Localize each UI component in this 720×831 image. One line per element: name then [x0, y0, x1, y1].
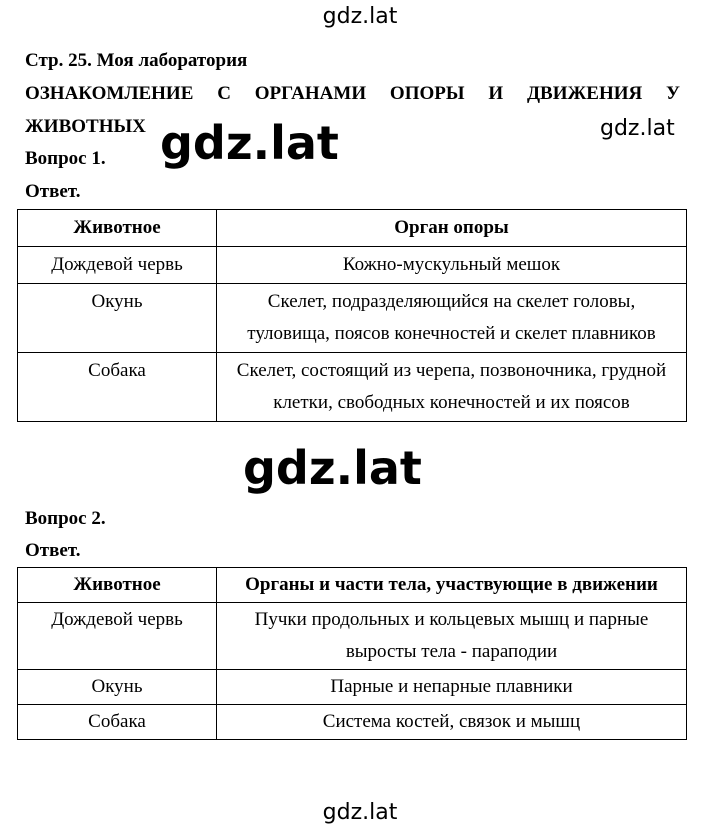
table-row	[18, 353, 687, 422]
watermark-top: gdz.lat	[322, 4, 398, 29]
table-row	[18, 284, 687, 353]
cell-animal: Собака	[18, 353, 217, 422]
column-header-movement-organs: Органы и части тела, участвующие в движении	[217, 568, 687, 603]
cell-organ: Система костей, связок и мышц	[217, 705, 687, 740]
cell-organ: Кожно-мускульный мешок	[217, 247, 687, 284]
cell-animal: Дождевой червь	[18, 603, 217, 670]
column-header-support-organ: Орган опоры	[217, 210, 687, 247]
answer-2-label: Ответ.	[25, 540, 81, 561]
page-heading: Стр. 25. Моя лаборатория	[25, 50, 248, 71]
table-row	[18, 705, 687, 740]
lab-title-line-2: ЖИВОТНЫХ	[25, 116, 146, 137]
cell-animal: Собака	[18, 705, 217, 740]
question-1-label: Вопрос 1.	[25, 148, 106, 169]
table-row	[18, 603, 687, 670]
cell-animal: Дождевой червь	[18, 247, 217, 284]
column-header-animal: Животное	[18, 210, 217, 247]
cell-organ: Пучки продольных и кольцевых мышц и парные выросты тела - параподии	[217, 603, 687, 670]
cell-organ: Скелет, состоящий из черепа, позвоночника, грудной клетки, свободных конечностей и их поясов	[217, 353, 687, 422]
cell-animal: Окунь	[18, 670, 217, 705]
answer-1-label: Ответ.	[25, 181, 81, 202]
cell-animal: Окунь	[18, 284, 217, 353]
watermark-right: gdz.lat	[600, 116, 675, 141]
cell-organ: Парные и непарные плавники	[217, 670, 687, 705]
watermark-bottom: gdz.lat	[322, 800, 398, 825]
cell-organ: Скелет, подразделяющийся на скелет головы, туловища, поясов конечностей и скелет плавников	[217, 284, 687, 353]
watermark-large-2: gdz.lat	[243, 441, 422, 495]
question-2-label: Вопрос 2.	[25, 508, 106, 529]
support-organs-table	[17, 209, 687, 422]
column-header-animal: Животное	[18, 568, 217, 603]
watermark-large-1: gdz.lat	[160, 116, 339, 170]
table-row	[18, 670, 687, 705]
movement-organs-table	[17, 567, 687, 740]
lab-title-line-1: ОЗНАКОМЛЕНИЕ С ОРГАНАМИ ОПОРЫ И ДВИЖЕНИЯ У	[25, 83, 680, 104]
table-header-row	[18, 568, 687, 603]
table-header-row	[18, 210, 687, 247]
table-row	[18, 247, 687, 284]
